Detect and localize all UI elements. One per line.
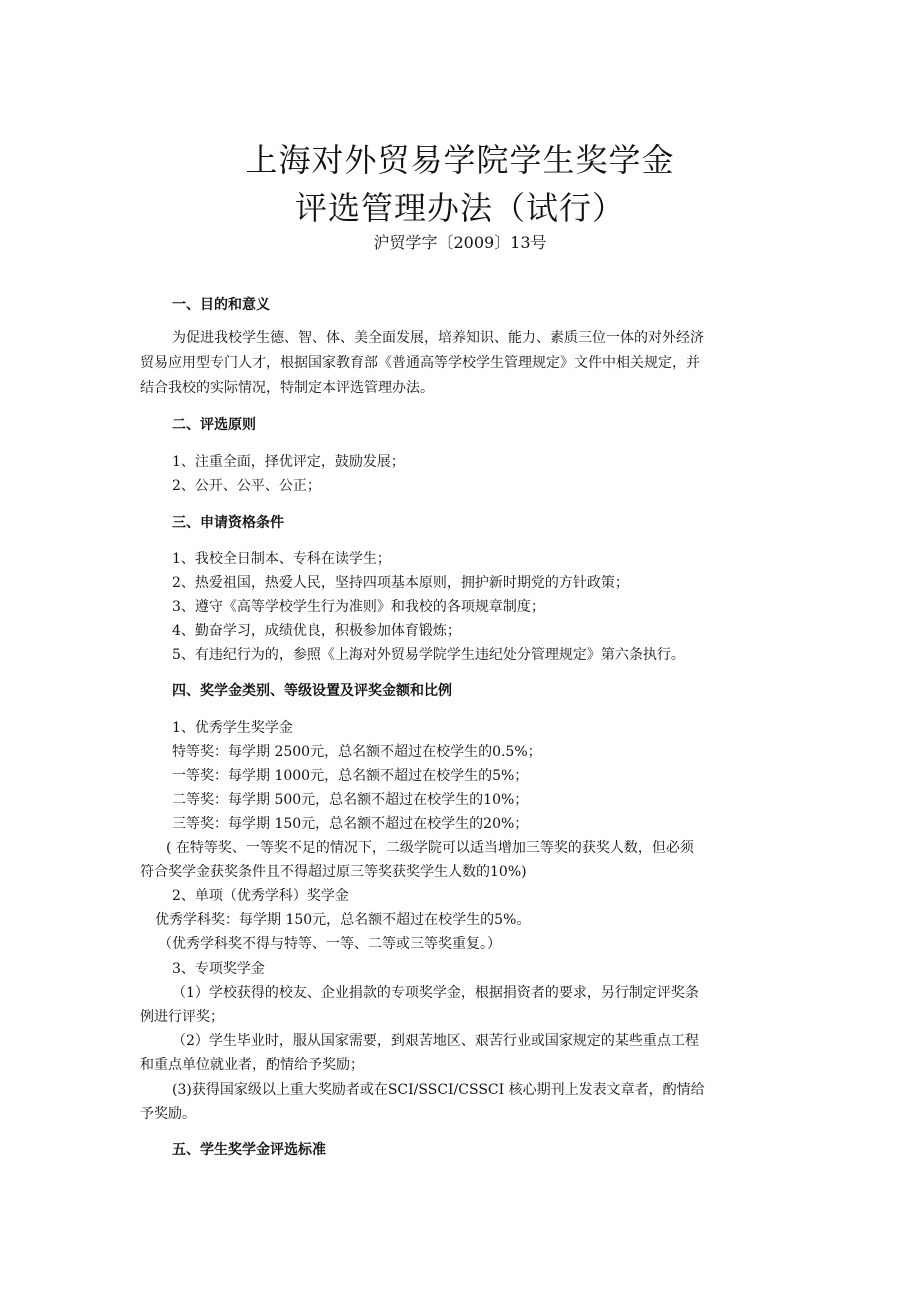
paragraph-line: 符合奖学金获奖条件且不得超过原三等奖获奖学生人数的10%) — [140, 864, 527, 880]
paragraph-line: 贸易应用型专门人才，根据国家教育部《普通高等学校学生管理规定》文件中相关规定，并 — [140, 355, 700, 371]
list-item: 4、勤奋学习，成绩优良，积极参加体育锻炼； — [172, 623, 461, 639]
list-item: 特等奖：每学期 2500元，总名额不超过在校学生的0.5%； — [172, 744, 542, 760]
section-heading-purpose: 一、目的和意义 — [172, 297, 270, 313]
paragraph-line: 和重点单位就业者，酌情给予奖励； — [140, 1057, 364, 1073]
list-item: 优秀学科奖：每学期 150元，总名额不超过在校学生的5%。 — [155, 912, 531, 928]
list-item: 1、注重全面，择优评定，鼓励发展； — [172, 454, 405, 470]
list-item: 3、遵守《高等学校学生行为准则》和我校的各项规章制度； — [172, 599, 545, 615]
section-heading-principles: 二、评选原则 — [172, 417, 256, 433]
section-heading-categories: 四、奖学金类别、等级设置及评奖金额和比例 — [172, 683, 452, 699]
document-title-line-2: 评选管理办法（试行） — [294, 189, 625, 227]
paragraph-line: 予奖励。 — [140, 1106, 196, 1122]
section-heading-criteria: 五、学生奖学金评选标准 — [172, 1142, 326, 1158]
paragraph-line: （2）学生毕业时，服从国家需要，到艰苦地区、艰苦行业或国家规定的某些重点工程 — [172, 1033, 699, 1049]
paragraph-line: 为促进我校学生德、智、体、美全面发展，培养知识、能力、素质三位一体的对外经济 — [172, 330, 704, 346]
list-item: 3、专项奖学金 — [172, 961, 265, 977]
list-item: 二等奖：每学期 500元，总名额不超过在校学生的10%； — [172, 792, 529, 808]
list-item: 2、单项（优秀学科）奖学金 — [172, 888, 349, 904]
paragraph-line: 结合我校的实际情况，特制定本评选管理办法。 — [140, 380, 434, 396]
list-item: 1、我校全日制本、专科在读学生； — [172, 551, 391, 567]
list-item: 1、优秀学生奖学金 — [172, 720, 293, 736]
section-heading-eligibility: 三、申请资格条件 — [172, 515, 284, 531]
list-item: 一等奖：每学期 1000元，总名额不超过在校学生的5%； — [172, 768, 529, 784]
paragraph-line: 例进行评奖； — [140, 1009, 224, 1025]
list-item: 2、公开、公平、公正； — [172, 478, 321, 494]
paragraph-line: (3)获得国家级以上重大奖励者或在SCI/SSCI/CSSCI 核心期刊上发表文章者，酌情给 — [172, 1082, 705, 1098]
paragraph-line: （优秀学科奖不得与特等、一等、二等或三等奖重复。） — [158, 936, 501, 952]
list-item: 2、热爱祖国，热爱人民，坚持四项基本原则，拥护新时期党的方针政策； — [172, 575, 629, 591]
list-item: 三等奖：每学期 150元，总名额不超过在校学生的20%； — [172, 816, 529, 832]
list-item: 5、有违纪行为的，参照《上海对外贸易学院学生违纪处分管理规定》第六条执行。 — [172, 647, 685, 663]
paragraph-line: （1）学校获得的校友、企业捐款的专项奖学金，根据捐资者的要求，另行制定评奖条 — [172, 985, 699, 1001]
paragraph-line: ( 在特等奖、一等奖不足的情况下，二级学院可以适当增加三等奖的获奖人数，但必须 — [166, 840, 694, 856]
document-number: 沪贸学字〔2009〕13号 — [373, 233, 547, 252]
document-title-line-1: 上海对外贸易学院学生奖学金 — [245, 141, 675, 179]
